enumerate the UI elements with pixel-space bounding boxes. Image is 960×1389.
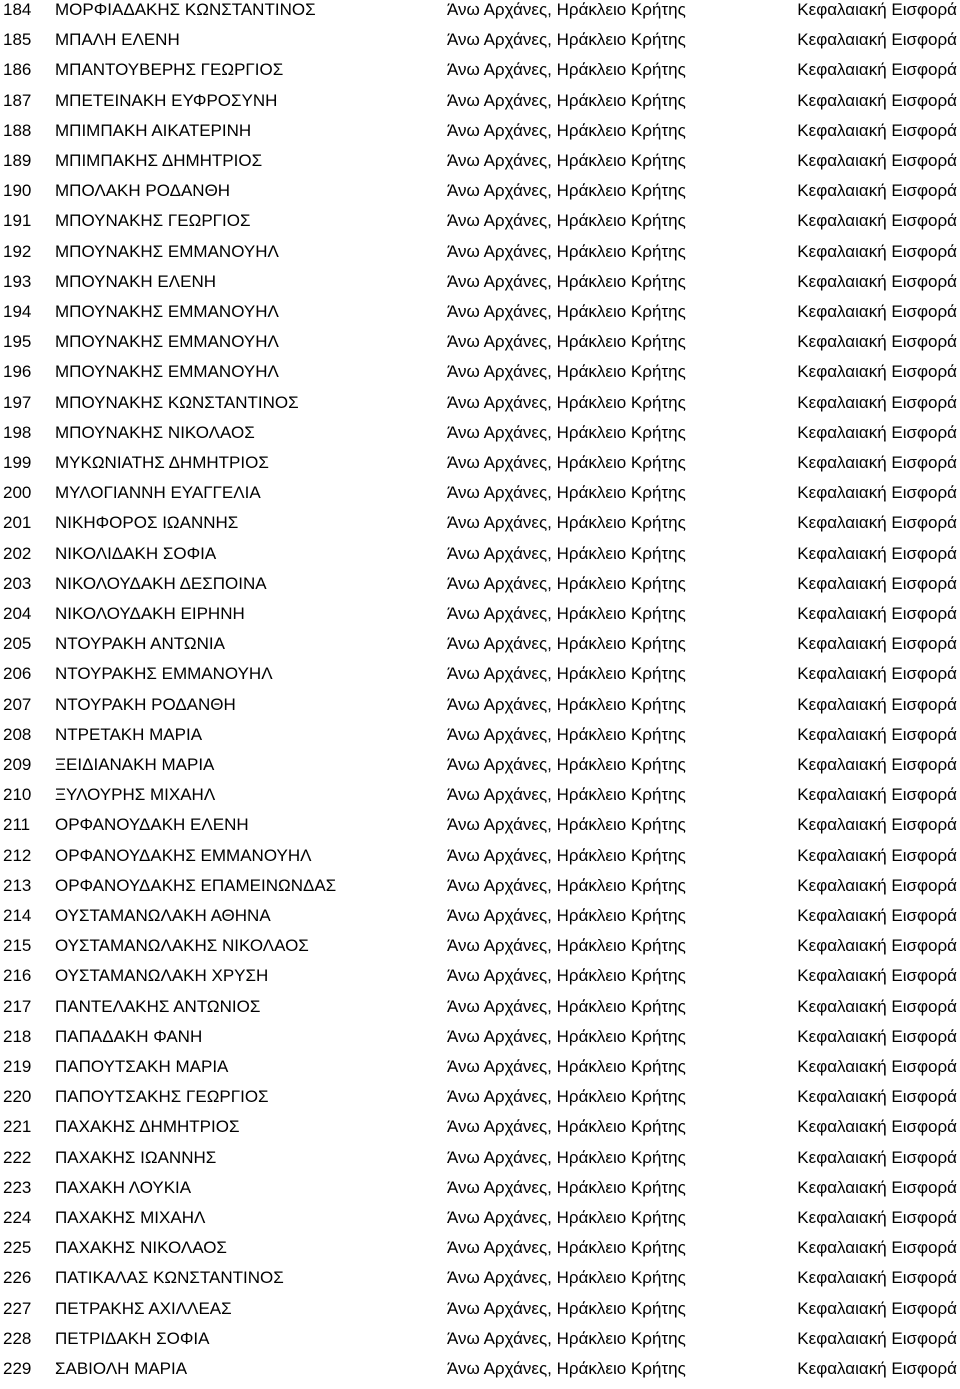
contribution-type: Κεφαλαιακή Εισφορά	[797, 151, 957, 170]
beneficiary-name: ΜΠΟΛΑΚΗ ΡΟΔΑΝΘΗ	[55, 181, 231, 201]
row-number: 218	[3, 1026, 32, 1046]
location: Άνω Αρχάνες, Ηράκλειο Κρήτης	[447, 634, 686, 654]
row-number: 207	[3, 694, 32, 714]
location: Άνω Αρχάνες, Ηράκλειο Κρήτης	[447, 1268, 686, 1288]
location: Άνω Αρχάνες, Ηράκλειο Κρήτης	[447, 392, 686, 412]
row-number: 212	[3, 845, 32, 865]
table-row	[0, 997, 960, 1027]
location: Άνω Αρχάνες, Ηράκλειο Κρήτης	[447, 1087, 686, 1107]
row-number: 223	[3, 1177, 32, 1197]
location: Άνω Αρχάνες, Ηράκλειο Κρήτης	[447, 30, 686, 50]
beneficiary-name: ΜΠΟΥΝΑΚΗΣ ΝΙΚΟΛΑΟΣ	[55, 422, 255, 442]
row-number: 228	[3, 1328, 32, 1348]
location: Άνω Αρχάνες, Ηράκλειο Κρήτης	[447, 1147, 686, 1167]
table-row	[0, 544, 960, 574]
table-row	[0, 272, 960, 302]
contribution-type: Κεφαλαιακή Εισφορά	[797, 573, 957, 593]
contribution-type: Κεφαλαιακή Εισφορά	[797, 362, 957, 382]
row-number: 194	[3, 302, 32, 321]
row-number: 195	[3, 332, 32, 352]
beneficiary-name: ΜΠΙΜΠΑΚΗΣ ΔΗΜΗΤΡΙΟΣ	[55, 151, 263, 170]
beneficiary-name: ΠΑΠΟΥΤΣΑΚΗΣ ΓΕΩΡΓΙΟΣ	[55, 1087, 269, 1107]
beneficiary-name: ΜΠΟΥΝΑΚΗΣ ΕΜΜΑΝΟΥΗΛ	[55, 302, 279, 321]
row-number: 226	[3, 1268, 32, 1288]
row-number: 192	[3, 241, 32, 261]
location: Άνω Αρχάνες, Ηράκλειο Κρήτης	[447, 573, 686, 593]
beneficiary-name: ΟΡΦΑΝΟΥΔΑΚΗ ΕΛΕΝΗ	[55, 815, 249, 835]
row-number: 209	[3, 755, 32, 774]
table-row	[0, 604, 960, 634]
beneficiary-name: ΟΥΣΤΑΜΑΝΩΛΑΚΗΣ ΝΙΚΟΛΑΟΣ	[55, 936, 309, 956]
beneficiary-name: ΜΠΟΥΝΑΚΗΣ ΕΜΜΑΝΟΥΗΛ	[55, 241, 279, 261]
table-row	[0, 151, 960, 181]
contribution-type: Κεφαλαιακή Εισφορά	[797, 302, 957, 321]
table-row	[0, 1057, 960, 1087]
location: Άνω Αρχάνες, Ηράκλειο Κρήτης	[447, 60, 686, 80]
row-number: 206	[3, 664, 32, 684]
location: Άνω Αρχάνες, Ηράκλειο Κρήτης	[447, 966, 686, 986]
location: Άνω Αρχάνες, Ηράκλειο Κρήτης	[447, 0, 686, 19]
beneficiary-name: ΜΟΡΦΙΑΔΑΚΗΣ ΚΩΝΣΤΑΝΤΙΝΟΣ	[55, 0, 316, 19]
table-row	[0, 1208, 960, 1238]
contribution-type: Κεφαλαιακή Εισφορά	[797, 271, 957, 291]
contribution-type: Κεφαλαιακή Εισφορά	[797, 453, 957, 472]
row-number: 184	[3, 0, 32, 19]
row-number: 188	[3, 120, 32, 140]
beneficiary-name: ΝΙΚΟΛΟΥΔΑΚΗ ΔΕΣΠΟΙΝΑ	[55, 573, 267, 593]
location: Άνω Αρχάνες, Ηράκλειο Κρήτης	[447, 453, 686, 472]
location: Άνω Αρχάνες, Ηράκλειο Κρήτης	[447, 785, 686, 805]
table-row	[0, 302, 960, 332]
location: Άνω Αρχάνες, Ηράκλειο Κρήτης	[447, 332, 686, 352]
location: Άνω Αρχάνες, Ηράκλειο Κρήτης	[447, 241, 686, 261]
location: Άνω Αρχάνες, Ηράκλειο Κρήτης	[447, 875, 686, 895]
table-row	[0, 91, 960, 121]
location: Άνω Αρχάνες, Ηράκλειο Κρήτης	[447, 996, 686, 1016]
row-number: 191	[3, 211, 32, 231]
contribution-type: Κεφαλαιακή Εισφορά	[797, 845, 957, 865]
location: Άνω Αρχάνες, Ηράκλειο Κρήτης	[447, 815, 686, 835]
beneficiary-name: ΜΠΟΥΝΑΚΗ ΕΛΕΝΗ	[55, 271, 216, 291]
table-row	[0, 513, 960, 543]
beneficiary-name: ΜΠΑΛΗ ΕΛΕΝΗ	[55, 30, 180, 50]
row-number: 185	[3, 30, 32, 50]
contribution-type: Κεφαλαιακή Εισφορά	[797, 936, 957, 956]
table-row	[0, 1117, 960, 1147]
row-number: 199	[3, 453, 32, 472]
beneficiary-name: ΠΑΧΑΚΗΣ ΙΩΑΝΝΗΣ	[55, 1147, 217, 1167]
row-number: 225	[3, 1238, 32, 1258]
table-row	[0, 60, 960, 90]
beneficiary-name: ΞΕΙΔΙΑΝΑΚΗ ΜΑΡΙΑ	[55, 755, 215, 774]
beneficiary-name: ΠΑΧΑΚΗΣ ΝΙΚΟΛΑΟΣ	[55, 1238, 227, 1258]
contribution-type: Κεφαλαιακή Εισφορά	[797, 966, 957, 986]
beneficiary-name: ΜΥΚΩΝΙΑΤΗΣ ΔΗΜΗΤΡΙΟΣ	[55, 453, 269, 472]
contribution-type: Κεφαλαιακή Εισφορά	[797, 1177, 957, 1197]
table-row	[0, 725, 960, 755]
location: Άνω Αρχάνες, Ηράκλειο Κρήτης	[447, 845, 686, 865]
table-row	[0, 815, 960, 845]
row-number: 217	[3, 996, 32, 1016]
contribution-type: Κεφαλαιακή Εισφορά	[797, 906, 957, 925]
location: Άνω Αρχάνες, Ηράκλειο Κρήτης	[447, 483, 686, 503]
beneficiary-name: ΠΑΝΤΕΛΑΚΗΣ ΑΝΤΩΝΙΟΣ	[55, 996, 261, 1016]
contribution-type: Κεφαλαιακή Εισφορά	[797, 996, 957, 1016]
contribution-type: Κεφαλαιακή Εισφορά	[797, 1147, 957, 1167]
table-row	[0, 1329, 960, 1359]
row-number: 201	[3, 513, 32, 533]
beneficiary-name: ΜΠΟΥΝΑΚΗΣ ΚΩΝΣΤΑΝΤΙΝΟΣ	[55, 392, 299, 412]
contribution-type: Κεφαλαιακή Εισφορά	[797, 1208, 957, 1227]
beneficiary-name: ΝΤΟΥΡΑΚΗ ΡΟΔΑΝΘΗ	[55, 694, 236, 714]
beneficiary-name: ΝΙΚΗΦΟΡΟΣ ΙΩΑΝΝΗΣ	[55, 513, 239, 533]
row-number: 220	[3, 1087, 32, 1107]
contribution-type: Κεφαλαιακή Εισφορά	[797, 60, 957, 80]
contribution-type: Κεφαλαιακή Εισφορά	[797, 1238, 957, 1258]
contribution-type: Κεφαλαιακή Εισφορά	[797, 1359, 957, 1378]
table-row	[0, 906, 960, 936]
table-row	[0, 1178, 960, 1208]
location: Άνω Αρχάνες, Ηράκλειο Κρήτης	[447, 1057, 686, 1076]
table-row	[0, 453, 960, 483]
beneficiary-name: ΠΑΤΙΚΑΛΑΣ ΚΩΝΣΤΑΝΤΙΝΟΣ	[55, 1268, 284, 1288]
row-number: 221	[3, 1117, 32, 1137]
row-number: 211	[3, 815, 31, 835]
contribution-type: Κεφαλαιακή Εισφορά	[797, 815, 957, 835]
table-row	[0, 755, 960, 785]
location: Άνω Αρχάνες, Ηράκλειο Κρήτης	[447, 906, 686, 925]
row-number: 205	[3, 634, 32, 654]
beneficiary-name: ΝΤΟΥΡΑΚΗΣ ΕΜΜΑΝΟΥΗΛ	[55, 664, 273, 684]
location: Άνω Αρχάνες, Ηράκλειο Κρήτης	[447, 724, 686, 744]
contribution-type: Κεφαλαιακή Εισφορά	[797, 422, 957, 442]
contribution-type: Κεφαλαιακή Εισφορά	[797, 90, 957, 110]
table-row	[0, 211, 960, 241]
table-row	[0, 483, 960, 513]
table-row	[0, 1148, 960, 1178]
row-number: 227	[3, 1298, 32, 1318]
table-row	[0, 242, 960, 272]
beneficiary-name: ΜΠΑΝΤΟΥΒΕΡΗΣ ΓΕΩΡΓΙΟΣ	[55, 60, 284, 80]
beneficiary-name: ΟΥΣΤΑΜΑΝΩΛΑΚΗ ΧΡΥΣΗ	[55, 966, 269, 986]
row-number: 186	[3, 60, 32, 80]
contribution-type: Κεφαλαιακή Εισφορά	[797, 664, 957, 684]
location: Άνω Αρχάνες, Ηράκλειο Κρήτης	[447, 1026, 686, 1046]
contribution-type: Κεφαλαιακή Εισφορά	[797, 755, 957, 774]
table-row	[0, 574, 960, 604]
table-row	[0, 181, 960, 211]
contribution-type: Κεφαλαιακή Εισφορά	[797, 0, 957, 19]
row-number: 197	[3, 392, 32, 412]
table-row	[0, 634, 960, 664]
beneficiary-name: ΜΠΙΜΠΑΚΗ ΑΙΚΑΤΕΡΙΝΗ	[55, 120, 252, 140]
table-row	[0, 393, 960, 423]
table-row	[0, 30, 960, 60]
contribution-type: Κεφαλαιακή Εισφορά	[797, 1328, 957, 1348]
table-row	[0, 362, 960, 392]
contribution-type: Κεφαλαιακή Εισφορά	[797, 1057, 957, 1076]
beneficiary-name: ΝΤΡΕΤΑΚΗ ΜΑΡΙΑ	[55, 724, 203, 744]
beneficiary-name: ΣΑΒΙΟΛΗ ΜΑΡΙΑ	[55, 1359, 188, 1378]
beneficiary-name: ΜΥΛΟΓΙΑΝΝΗ ΕΥΑΓΓΕΛΙΑ	[55, 483, 261, 503]
beneficiary-name: ΝΙΚΟΛΟΥΔΑΚΗ ΕΙΡΗΝΗ	[55, 604, 245, 623]
beneficiary-name: ΠΑΧΑΚΗ ΛΟΥΚΙΑ	[55, 1177, 192, 1197]
table-row	[0, 423, 960, 453]
contribution-type: Κεφαλαιακή Εισφορά	[797, 30, 957, 50]
beneficiary-name: ΠΑΠΟΥΤΣΑΚΗ ΜΑΡΙΑ	[55, 1057, 229, 1076]
contribution-type: Κεφαλαιακή Εισφορά	[797, 483, 957, 503]
contribution-type: Κεφαλαιακή Εισφορά	[797, 120, 957, 140]
contribution-type: Κεφαλαιακή Εισφορά	[797, 604, 957, 623]
location: Άνω Αρχάνες, Ηράκλειο Κρήτης	[447, 1117, 686, 1137]
row-number: 216	[3, 966, 32, 986]
contribution-type: Κεφαλαιακή Εισφορά	[797, 1117, 957, 1137]
location: Άνω Αρχάνες, Ηράκλειο Κρήτης	[447, 1328, 686, 1348]
row-number: 208	[3, 724, 32, 744]
contribution-type: Κεφαλαιακή Εισφορά	[797, 332, 957, 352]
location: Άνω Αρχάνες, Ηράκλειο Κρήτης	[447, 211, 686, 231]
contribution-type: Κεφαλαιακή Εισφορά	[797, 513, 957, 533]
beneficiary-name: ΟΡΦΑΝΟΥΔΑΚΗΣ ΕΜΜΑΝΟΥΗΛ	[55, 845, 312, 865]
contribution-type: Κεφαλαιακή Εισφορά	[797, 392, 957, 412]
table-row	[0, 1087, 960, 1117]
contribution-type: Κεφαλαιακή Εισφορά	[797, 181, 957, 201]
row-number: 215	[3, 936, 32, 956]
table-row	[0, 664, 960, 694]
table-row	[0, 846, 960, 876]
location: Άνω Αρχάνες, Ηράκλειο Κρήτης	[447, 181, 686, 201]
beneficiary-name: ΜΠΟΥΝΑΚΗΣ ΓΕΩΡΓΙΟΣ	[55, 211, 251, 231]
row-number: 189	[3, 151, 32, 170]
table-row	[0, 1027, 960, 1057]
beneficiary-name: ΞΥΛΟΥΡΗΣ ΜΙΧΑΗΛ	[55, 785, 216, 805]
row-number: 198	[3, 422, 32, 442]
table-row	[0, 785, 960, 815]
location: Άνω Αρχάνες, Ηράκλειο Κρήτης	[447, 120, 686, 140]
row-number: 229	[3, 1359, 32, 1378]
location: Άνω Αρχάνες, Ηράκλειο Κρήτης	[447, 604, 686, 623]
table-row	[0, 0, 960, 30]
row-number: 193	[3, 271, 32, 291]
location: Άνω Αρχάνες, Ηράκλειο Κρήτης	[447, 664, 686, 684]
beneficiary-name: ΠΑΧΑΚΗΣ ΔΗΜΗΤΡΙΟΣ	[55, 1117, 240, 1137]
beneficiary-name: ΟΥΣΤΑΜΑΝΩΛΑΚΗ ΑΘΗΝΑ	[55, 906, 271, 925]
location: Άνω Αρχάνες, Ηράκλειο Κρήτης	[447, 543, 686, 563]
location: Άνω Αρχάνες, Ηράκλειο Κρήτης	[447, 151, 686, 170]
contribution-type: Κεφαλαιακή Εισφορά	[797, 1026, 957, 1046]
table-row	[0, 332, 960, 362]
table-row	[0, 1359, 960, 1389]
beneficiary-name: ΝΙΚΟΛΙΔΑΚΗ ΣΟΦΙΑ	[55, 543, 217, 563]
beneficiary-name: ΠΑΧΑΚΗΣ ΜΙΧΑΗΛ	[55, 1208, 206, 1227]
location: Άνω Αρχάνες, Ηράκλειο Κρήτης	[447, 362, 686, 382]
location: Άνω Αρχάνες, Ηράκλειο Κρήτης	[447, 694, 686, 714]
beneficiary-name: ΜΠΟΥΝΑΚΗΣ ΕΜΜΑΝΟΥΗΛ	[55, 362, 279, 382]
table-row	[0, 121, 960, 151]
contribution-type: Κεφαλαιακή Εισφορά	[797, 543, 957, 563]
contribution-type: Κεφαλαιακή Εισφορά	[797, 241, 957, 261]
row-number: 214	[3, 906, 32, 925]
location: Άνω Αρχάνες, Ηράκλειο Κρήτης	[447, 1208, 686, 1227]
contribution-type: Κεφαλαιακή Εισφορά	[797, 634, 957, 654]
beneficiary-name: ΠΕΤΡΑΚΗΣ ΑΧΙΛΛΕΑΣ	[55, 1298, 232, 1318]
beneficiary-name: ΠΑΠΑΔΑΚΗ ΦΑΝΗ	[55, 1026, 203, 1046]
beneficiary-name: ΠΕΤΡΙΔΑΚΗ ΣΟΦΙΑ	[55, 1328, 210, 1348]
location: Άνω Αρχάνες, Ηράκλειο Κρήτης	[447, 302, 686, 321]
row-number: 222	[3, 1147, 32, 1167]
location: Άνω Αρχάνες, Ηράκλειο Κρήτης	[447, 271, 686, 291]
contribution-type: Κεφαλαιακή Εισφορά	[797, 875, 957, 895]
location: Άνω Αρχάνες, Ηράκλειο Κρήτης	[447, 1298, 686, 1318]
table-row	[0, 1268, 960, 1298]
location: Άνω Αρχάνες, Ηράκλειο Κρήτης	[447, 422, 686, 442]
location: Άνω Αρχάνες, Ηράκλειο Κρήτης	[447, 513, 686, 533]
beneficiary-name: ΜΠΕΤΕΙΝΑΚΗ ΕΥΦΡΟΣΥΝΗ	[55, 90, 278, 110]
beneficiary-name: ΝΤΟΥΡΑΚΗ ΑΝΤΩΝΙΑ	[55, 634, 225, 654]
beneficiary-name: ΜΠΟΥΝΑΚΗΣ ΕΜΜΑΝΟΥΗΛ	[55, 332, 279, 352]
contribution-type: Κεφαλαιακή Εισφορά	[797, 724, 957, 744]
table-row	[0, 1299, 960, 1329]
table-row	[0, 695, 960, 725]
location: Άνω Αρχάνες, Ηράκλειο Κρήτης	[447, 936, 686, 956]
row-number: 204	[3, 604, 32, 623]
location: Άνω Αρχάνες, Ηράκλειο Κρήτης	[447, 755, 686, 774]
row-number: 224	[3, 1208, 32, 1227]
contribution-type: Κεφαλαιακή Εισφορά	[797, 211, 957, 231]
row-number: 210	[3, 785, 32, 805]
table-row	[0, 1238, 960, 1268]
location: Άνω Αρχάνες, Ηράκλειο Κρήτης	[447, 1238, 686, 1258]
contribution-type: Κεφαλαιακή Εισφορά	[797, 1298, 957, 1318]
row-number: 196	[3, 362, 32, 382]
row-number: 190	[3, 181, 32, 201]
row-number: 187	[3, 90, 32, 110]
row-number: 203	[3, 573, 32, 593]
location: Άνω Αρχάνες, Ηράκλειο Κρήτης	[447, 1359, 686, 1378]
contribution-type: Κεφαλαιακή Εισφορά	[797, 694, 957, 714]
contribution-type: Κεφαλαιακή Εισφορά	[797, 1268, 957, 1288]
location: Άνω Αρχάνες, Ηράκλειο Κρήτης	[447, 1177, 686, 1197]
row-number: 202	[3, 543, 32, 563]
contribution-type: Κεφαλαιακή Εισφορά	[797, 785, 957, 805]
table-row	[0, 876, 960, 906]
row-number: 200	[3, 483, 32, 503]
table-row	[0, 966, 960, 996]
table-row	[0, 936, 960, 966]
location: Άνω Αρχάνες, Ηράκλειο Κρήτης	[447, 90, 686, 110]
row-number: 219	[3, 1057, 32, 1076]
beneficiary-name: ΟΡΦΑΝΟΥΔΑΚΗΣ ΕΠΑΜΕΙΝΩΝΔΑΣ	[55, 875, 337, 895]
row-number: 213	[3, 875, 32, 895]
contribution-type: Κεφαλαιακή Εισφορά	[797, 1087, 957, 1107]
